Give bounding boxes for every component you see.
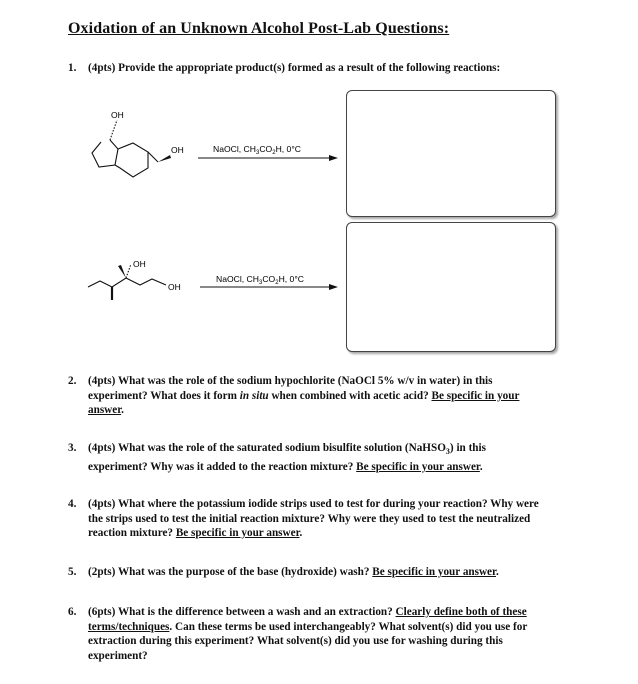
- question-number: 3.: [68, 442, 77, 454]
- question-text-line: (4pts) What was the role of the saturated sodium bisulfite solution (NaHSO$_3$) in this: [88, 442, 486, 457]
- question-text-line: (2pts) What was the purpose of the base (hydroxide) wash? Be specific in your answer.: [88, 566, 499, 578]
- question-text-line: (4pts) What where the potassium iodide strips used to test for during your reaction? Why were: [88, 498, 539, 510]
- question-text-line: experiment? Why was it added to the reaction mixture? Be specific in your answer.: [88, 460, 483, 473]
- question-text-line: experiment? What does it form in situ when combined with acetic acid? Be specific in your: [88, 389, 520, 402]
- molecule-1-structure: [92, 120, 171, 177]
- question-text-line: reaction mixture? Be specific in your answer.: [88, 527, 303, 540]
- question-number: 1.: [68, 62, 77, 74]
- page-title: Oxidation of an Unknown Alcohol Post-Lab Questions:: [68, 20, 450, 37]
- question-text-line: extraction during this experiment? What solvent(s) did you use for washing during this: [88, 635, 503, 648]
- molecule-1-oh-right: OH: [171, 145, 184, 155]
- reaction-arrow-2: [200, 284, 338, 290]
- question-text-line: (6pts) What is the difference between a wash and an extraction? Clearly define both of these: [88, 606, 527, 618]
- question-number: 6.: [68, 606, 77, 618]
- question-text-line: (4pts) What was the role of the sodium hypochlorite (NaOCl 5% w/v in water) in this: [88, 375, 493, 387]
- question-2: [68, 374, 568, 420]
- question-number: 4.: [68, 498, 77, 510]
- question-text-line: the strips used to test the initial reaction mixture? Why were they used to test the neutralized: [88, 512, 531, 525]
- question-number: 5.: [68, 566, 77, 578]
- question-6: [68, 605, 568, 667]
- molecule-2-structure: [88, 264, 166, 300]
- question-number: 2.: [68, 375, 77, 387]
- question-text: (4pts) Provide the appropriate product(s) formed as a result of the following reactions:: [88, 62, 501, 74]
- reagent-label-1: NaOCl, $CH_3CO_2H$, 0°C: [213, 144, 301, 156]
- question-5: [68, 565, 568, 581]
- molecule-2-oh-right: OH: [168, 282, 181, 292]
- question-text-line: experiment?: [88, 649, 148, 662]
- molecule-1-oh-top: OH: [111, 110, 124, 120]
- question-4: [68, 497, 578, 543]
- molecule-2-oh-top: OH: [133, 259, 146, 269]
- question-text-line: terms/techniques. Can these terms be used interchangeably? What solvent(s) did you use for: [88, 620, 528, 633]
- question-text-line: answer.: [88, 404, 124, 417]
- reaction-arrow-1: [198, 155, 338, 161]
- question-3: [68, 441, 568, 473]
- reagent-label-2: NaOCl, $CH_3CO_2H$, 0°C: [216, 274, 304, 286]
